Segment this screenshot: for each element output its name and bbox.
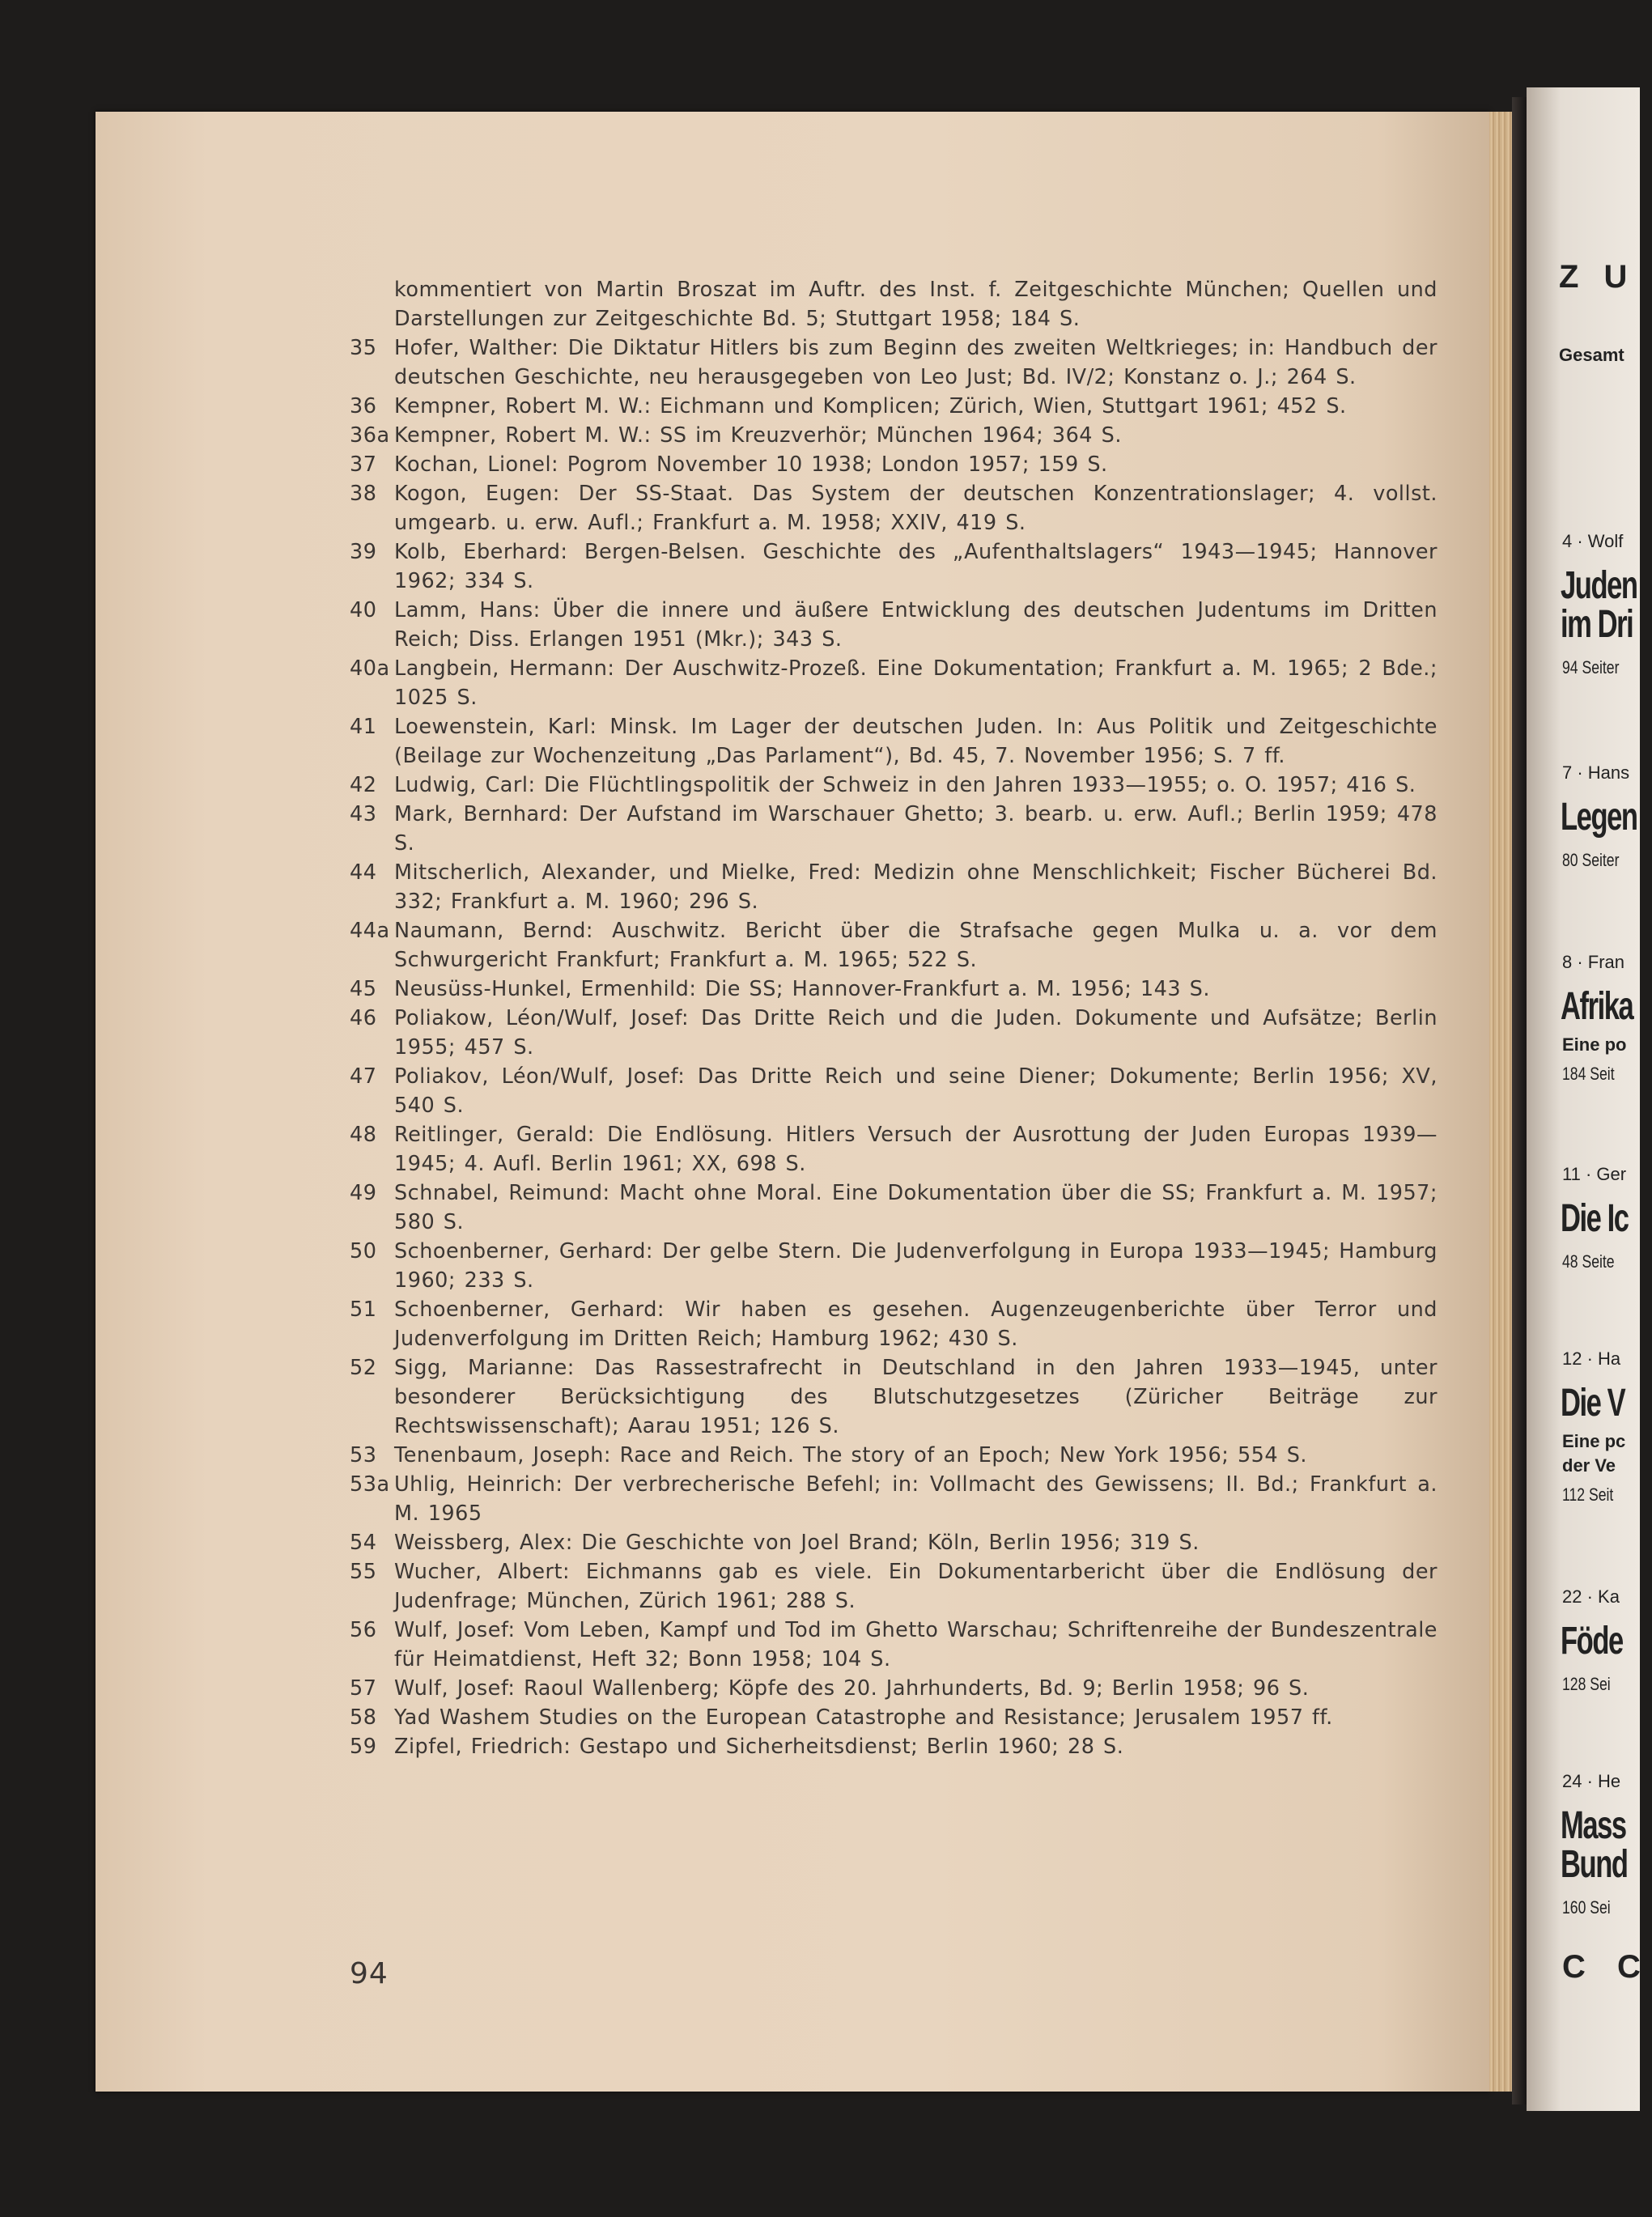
entry-number: 51 xyxy=(350,1297,377,1322)
entry-text: Hofer, Walther: Die Diktatur Hitlers bis zum Beginn des zweiten Weltkrieges; in: Handbuch der deutschen Geschichte, neu herausgegeben von Leo Just; Bd. IV/2; Konstanz o. J.; 264 S. xyxy=(394,336,1438,389)
series-subtitle: Eine po xyxy=(1562,1034,1627,1055)
entry-text: Mark, Bernhard: Der Aufstand im Warschauer Ghetto; 3. bearb. u. erw. Aufl.; Berlin 1959; 478 S. xyxy=(394,802,1438,856)
entry-text: Naumann, Bernd: Auschwitz. Bericht über die Strafsache gegen Mulka u. a. vor dem Schwurgericht Frankfurt; Frankfurt a. M. 1965; 522 S. xyxy=(394,919,1438,972)
entry-text: Wucher, Albert: Eichmanns gab es viele. Ein Dokumentarbericht über die Endlösung der Judenfrage; München, Zürich 1961; 288 S. xyxy=(394,1560,1438,1613)
entry-text: Wulf, Josef: Raoul Wallenberg; Köpfe des 20. Jahrhunderts, Bd. 9; Berlin 1958; 96 S. xyxy=(394,1676,1310,1701)
bibliography-entry xyxy=(350,1441,1438,1470)
series-pages: 128 Sei xyxy=(1562,1674,1611,1694)
bibliography-list xyxy=(350,275,1438,1761)
bibliography-entry xyxy=(350,421,1438,450)
entry-text: Wulf, Josef: Vom Leben, Kampf und Tod im Ghetto Warschau; Schriftenreihe der Bundeszentrale für Heimatdienst, Heft 32; Bonn 1958; 104 S. xyxy=(394,1618,1438,1671)
series-number: 22 · Ka xyxy=(1562,1586,1620,1607)
entry-text: Loewenstein, Karl: Minsk. Im Lager der deutschen Juden. In: Aus Politik und Zeitgeschichte (Beilage zur Wochenzeitung „Das Parlament“), Bd. 45, 7. November 1956; S. 7 ff. xyxy=(394,715,1438,768)
entry-text: Schoenberner, Gerhard: Der gelbe Stern. Die Judenverfolgung in Europa 1933—1945; Hamburg 1960; 233 S. xyxy=(394,1239,1438,1293)
series-pages: 48 Seite xyxy=(1562,1251,1615,1272)
series-pages: 160 Sei xyxy=(1562,1897,1611,1918)
bibliography-entry xyxy=(350,1295,1438,1353)
bibliography-entry xyxy=(350,537,1438,596)
bibliography-entry xyxy=(350,975,1438,1004)
series-number: 4 · Wolf xyxy=(1562,531,1624,551)
entry-number: 39 xyxy=(350,540,377,564)
entry-number: 45 xyxy=(350,977,377,1001)
entry-number: 47 xyxy=(350,1064,377,1089)
entry-text: Kochan, Lionel: Pogrom November 10 1938; London 1957; 159 S. xyxy=(394,452,1108,477)
bibliography-entry xyxy=(350,771,1438,800)
bibliography-entry xyxy=(350,712,1438,771)
bibliography-entry xyxy=(350,392,1438,421)
bibliography-entry xyxy=(350,916,1438,975)
entry-text: Zipfel, Friedrich: Gestapo und Sicherheitsdienst; Berlin 1960; 28 S. xyxy=(394,1735,1124,1759)
entry-number: 52 xyxy=(350,1356,377,1380)
entry-number: 43 xyxy=(350,802,377,826)
series-title-line: Legen xyxy=(1561,796,1637,839)
entry-text: Uhlig, Heinrich: Der verbrecherische Befehl; in: Vollmacht des Gewissens; II. Bd.; Frankfurt a. M. 1965 xyxy=(394,1472,1438,1526)
entry-number: 49 xyxy=(350,1181,377,1205)
entry-text: Poliakow, Léon/Wulf, Josef: Das Dritte Reich und die Juden. Dokumente und Aufsätze; Berlin 1955; 457 S. xyxy=(394,1006,1438,1060)
entry-number: 57 xyxy=(350,1676,377,1701)
entry-number: 54 xyxy=(350,1531,377,1555)
series-number: 12 · Ha xyxy=(1562,1348,1621,1369)
entry-text: Langbein, Hermann: Der Auschwitz-Prozeß. Eine Dokumentation; Frankfurt a. M. 1965; 2 Bde.; 1025 S. xyxy=(394,656,1438,710)
bibliography-entry xyxy=(350,858,1438,916)
entry-text: Yad Washem Studies on the European Catastrophe and Resistance; Jerusalem 1957 ff. xyxy=(394,1705,1333,1730)
series-title-line: Die Ic xyxy=(1561,1197,1629,1240)
bibliography-entry xyxy=(350,333,1438,392)
bibliography-entry xyxy=(350,1528,1438,1557)
entry-text: Mitscherlich, Alexander, und Mielke, Fred: Medizin ohne Menschlichkeit; Fischer Bücherei Bd. 332; Frankfurt a. M. 1960; 296 S. xyxy=(394,860,1438,914)
bibliography-entry xyxy=(350,1703,1438,1732)
bibliography-entry xyxy=(350,1237,1438,1295)
entry-text: Kolb, Eberhard: Bergen-Belsen. Geschichte des „Aufenthaltslagers“ 1943—1945; Hannover 1962; 334 S. xyxy=(394,540,1438,593)
bibliography-entry xyxy=(350,1004,1438,1062)
entry-number: 44a xyxy=(350,919,390,943)
series-pages: 80 Seiter xyxy=(1562,850,1620,870)
series-title-line: Afrika xyxy=(1561,985,1633,1028)
entry-number: 35 xyxy=(350,336,377,360)
entry-text: Schoenberner, Gerhard: Wir haben es gesehen. Augenzeugenberichte über Terror und Judenverfolgung im Dritten Reich; Hamburg 1962; 430 S. xyxy=(394,1297,1438,1351)
entry-text: Sigg, Marianne: Das Rassestrafrecht in Deutschland in den Jahren 1933—1945, unter besonderer Berücksichtigung des Blutschutzgesetzes (Züricher Beiträge zur Rechtswissenschaft); Aarau 1951; 126 S. xyxy=(394,1356,1438,1438)
entry-text: Kogon, Eugen: Der SS-Staat. Das System der deutschen Konzentrationslager; 4. vollst. umgearb. u. erw. Aufl.; Frankfurt a. M. 1958; XXIV, 419 S. xyxy=(394,482,1438,535)
series-title-line: Juden xyxy=(1561,564,1637,607)
series-title-line: Föde xyxy=(1561,1620,1623,1663)
bibliography-entry xyxy=(350,1616,1438,1674)
entry-text: Kempner, Robert M. W.: SS im Kreuzverhör; München 1964; 364 S. xyxy=(394,423,1122,448)
bibliography-entry xyxy=(350,1674,1438,1703)
entry-text: Poliakov, Léon/Wulf, Josef: Das Dritte Reich und seine Diener; Dokumente; Berlin 1956; XV, 540 S. xyxy=(394,1064,1438,1118)
entry-number: 59 xyxy=(350,1735,377,1759)
page-edge xyxy=(1489,112,1512,2092)
entry-text: Reitlinger, Gerald: Die Endlösung. Hitlers Versuch der Ausrottung der Juden Europas 1939—1945; 4. Aufl. Berlin 1961; XX, 698 S. xyxy=(394,1123,1438,1176)
bibliography-entry xyxy=(350,1557,1438,1616)
series-title-line: Mass xyxy=(1561,1804,1626,1847)
entry-text: Neusüss-Hunkel, Ermenhild: Die SS; Hannover-Frankfurt a. M. 1956; 143 S. xyxy=(394,977,1210,1001)
entry-text: Ludwig, Carl: Die Flüchtlingspolitik der Schweiz in den Jahren 1933—1955; o. O. 1957; 416 S. xyxy=(394,773,1416,797)
bibliography-entry xyxy=(350,800,1438,858)
entry-number: 42 xyxy=(350,773,377,797)
series-number: 24 · He xyxy=(1562,1771,1621,1791)
page-number: 94 xyxy=(350,1957,389,1990)
entry-text: Lamm, Hans: Über die innere und äußere Entwicklung des deutschen Judentums im Dritten Reich; Diss. Erlangen 1951 (Mkr.); 343 S. xyxy=(394,598,1438,652)
series-pages: 94 Seiter xyxy=(1562,657,1620,677)
entry-text: kommentiert von Martin Broszat im Auftr. des Inst. f. Zeitgeschichte München; Quellen und Darstellungen zur Zeitgeschichte Bd. 5; Stuttgart 1958; 184 S. xyxy=(394,278,1438,331)
bibliography-entry xyxy=(350,1470,1438,1528)
entry-number: 58 xyxy=(350,1705,377,1730)
right-page-footer: C C xyxy=(1562,1949,1652,1985)
series-subtitle: der Ve xyxy=(1562,1455,1616,1476)
right-page-subheading: Gesamt xyxy=(1559,345,1624,365)
series-title-line: Bund xyxy=(1561,1843,1628,1886)
entry-number: 38 xyxy=(350,482,377,506)
entry-number: 53 xyxy=(350,1443,377,1467)
series-pages: 112 Seit xyxy=(1562,1484,1614,1505)
bibliography-continuation xyxy=(350,275,1438,333)
book-spine xyxy=(1512,97,1528,2104)
bibliography-entry xyxy=(350,1732,1438,1761)
series-subtitle: Eine pc xyxy=(1562,1431,1626,1451)
right-page xyxy=(1527,87,1652,2111)
entry-number: 56 xyxy=(350,1618,377,1642)
entry-number: 37 xyxy=(350,452,377,477)
entry-text: Schnabel, Reimund: Macht ohne Moral. Eine Dokumentation über die SS; Frankfurt a. M. 1957; 580 S. xyxy=(394,1181,1438,1234)
series-title-line: Die V xyxy=(1561,1382,1625,1425)
entry-number: 55 xyxy=(350,1560,377,1584)
series-number: 7 · Hans xyxy=(1562,762,1630,783)
entry-number: 44 xyxy=(350,860,377,885)
entry-number: 48 xyxy=(350,1123,377,1147)
bibliography-entry xyxy=(350,1353,1438,1441)
series-pages: 184 Seit xyxy=(1562,1064,1615,1084)
entry-number: 50 xyxy=(350,1239,377,1264)
entry-text: Weissberg, Alex: Die Geschichte von Joel Brand; Köln, Berlin 1956; 319 S. xyxy=(394,1531,1200,1555)
bibliography-entry xyxy=(350,596,1438,654)
entry-number: 41 xyxy=(350,715,377,739)
bibliography-entry xyxy=(350,1179,1438,1237)
bibliography-entry xyxy=(350,1062,1438,1120)
series-number: 8 · Fran xyxy=(1562,952,1625,972)
entry-text: Kempner, Robert M. W.: Eichmann und Komplicen; Zürich, Wien, Stuttgart 1961; 452 S. xyxy=(394,394,1347,418)
entry-number: 36a xyxy=(350,423,390,448)
entry-text: Tenenbaum, Joseph: Race and Reich. The story of an Epoch; New York 1956; 554 S. xyxy=(394,1443,1308,1467)
series-title-line: im Dri xyxy=(1561,603,1633,646)
series-number: 11 · Ger xyxy=(1562,1164,1627,1184)
entry-number: 46 xyxy=(350,1006,377,1030)
entry-number: 36 xyxy=(350,394,377,418)
right-page-heading: Z U xyxy=(1559,259,1636,295)
bibliography-entry xyxy=(350,450,1438,479)
entry-number: 40a xyxy=(350,656,390,681)
bibliography-entry xyxy=(350,479,1438,537)
entry-number: 40 xyxy=(350,598,377,622)
bibliography-entry xyxy=(350,1120,1438,1179)
bibliography-entry xyxy=(350,654,1438,712)
entry-number: 53a xyxy=(350,1472,390,1497)
